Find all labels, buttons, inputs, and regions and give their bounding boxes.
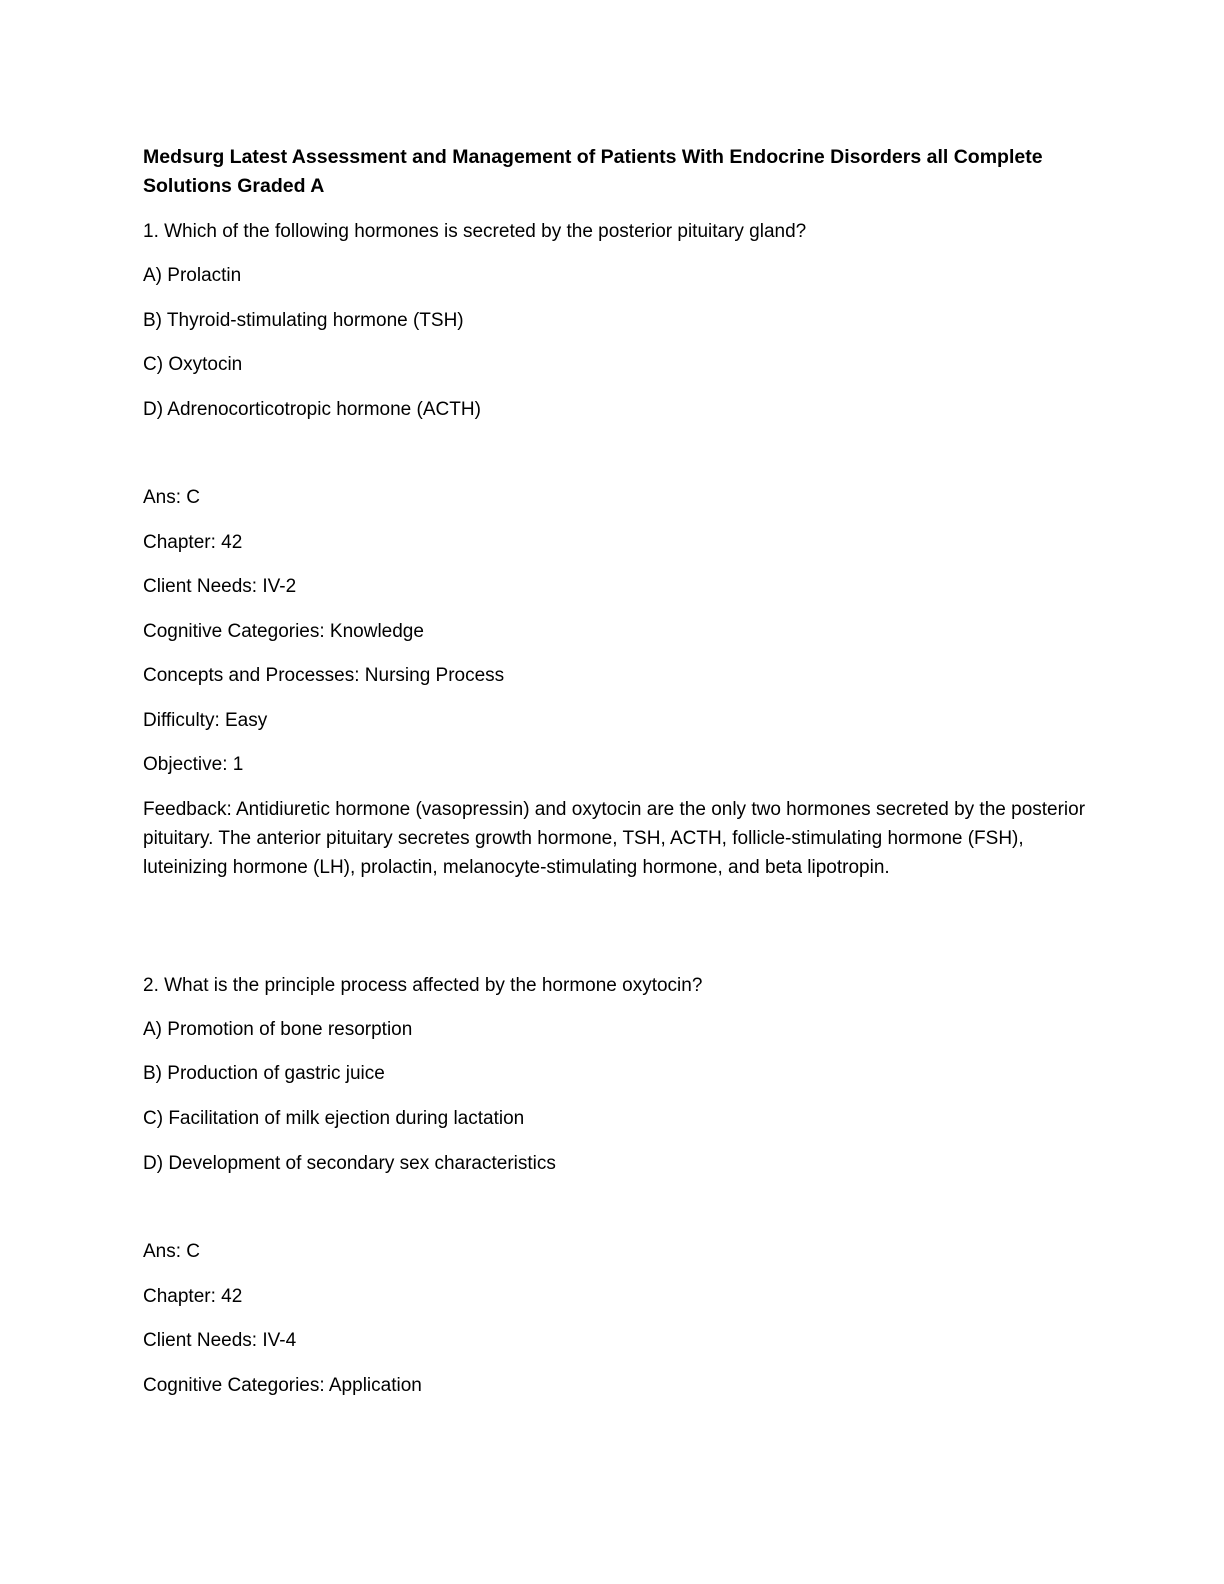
question-1-stem: 1. Which of the following hormones is secreted by the posterior pituitary gland? <box>143 221 807 242</box>
question-2-chapter: Chapter: 42 <box>143 1286 243 1307</box>
question-2-stem: 2. What is the principle process affected by the hormone oxytocin? <box>143 975 703 996</box>
question-2-option-c: C) Facilitation of milk ejection during lactation <box>143 1108 525 1129</box>
question-2-cognitive-categories: Cognitive Categories: Application <box>143 1375 422 1396</box>
question-1-option-a: A) Prolactin <box>143 265 242 286</box>
document-title: Medsurg Latest Assessment and Management of Patients With Endocrine Disorders all Complete Solutions Graded A <box>143 146 1043 197</box>
question-1-client-needs: Client Needs: IV-2 <box>143 576 297 597</box>
question-1-option-d: D) Adrenocorticotropic hormone (ACTH) <box>143 399 481 420</box>
question-2-client-needs: Client Needs: IV-4 <box>143 1330 297 1351</box>
question-2-option-a: A) Promotion of bone resorption <box>143 1019 413 1040</box>
question-1-option-b: B) Thyroid-stimulating hormone (TSH) <box>143 310 464 331</box>
question-1-concepts-processes: Concepts and Processes: Nursing Process <box>143 665 505 686</box>
question-2-option-b: B) Production of gastric juice <box>143 1063 385 1084</box>
question-1-feedback: Feedback: Antidiuretic hormone (vasopressin) and oxytocin are the only two hormones secreted by the posterior pituitary. The anterior pituitary secretes growth hormone, TSH, ACTH, follicle-stimulating hormone (FSH), luteinizing hormone (LH), prolactin, melanocyte-stimulating hormone, and beta lipotropin. <box>143 799 1086 878</box>
question-1-cognitive-categories: Cognitive Categories: Knowledge <box>143 621 424 642</box>
question-2-option-d: D) Development of secondary sex characteristics <box>143 1153 556 1174</box>
question-1-objective: Objective: 1 <box>143 754 244 775</box>
question-1-option-c: C) Oxytocin <box>143 354 243 375</box>
question-1-answer: Ans: C <box>143 487 201 508</box>
question-2-answer: Ans: C <box>143 1241 201 1262</box>
question-1-chapter: Chapter: 42 <box>143 532 243 553</box>
question-1-difficulty: Difficulty: Easy <box>143 710 268 731</box>
